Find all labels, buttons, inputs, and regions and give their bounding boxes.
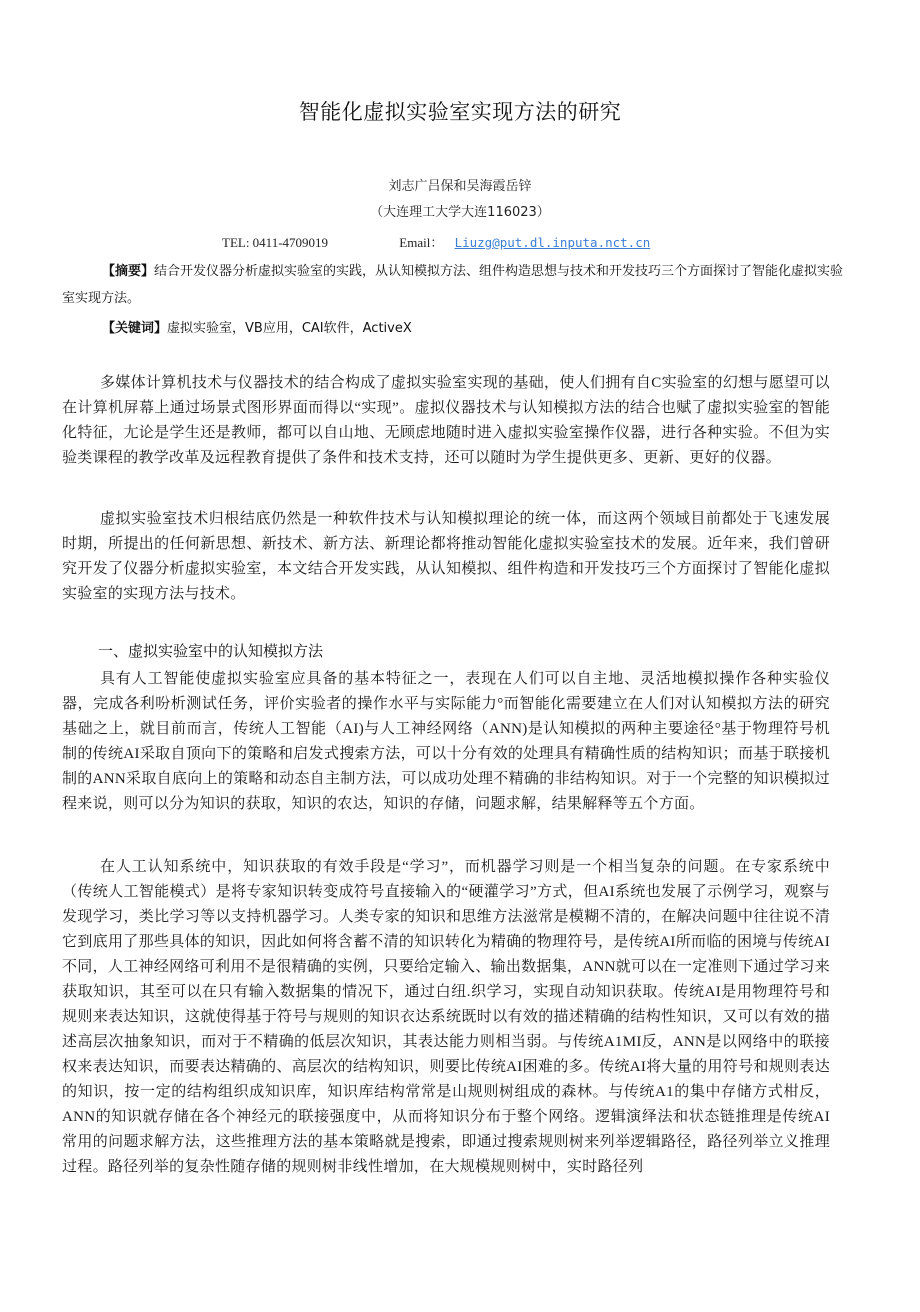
section-paragraph: 在人工认知系统中，知识获取的有效手段是“学习”，而机器学习则是一个相当复杂的问题。在专家系统中（传统人工智能模式）是将专家知识转变成符号直接输入的“硬灌学习”方式，但AI系统也发展了示例学习，观察与发现学习，类比学习等以支持机器学习。人类专家的知识和思维方法滋常是模糊不清的，在解决问题中往往说不清它到底用了那些具体的知识，因此如何将含蓄不清的知识转化为精确的物理符号，是传统AI所而临的困境与传统AI不同，人工神经网络可利用不是很精确的实例，只要给定输入、输出数据集，ANN就可以在一定准则下通过学习来获取知识，其至可以在只有输入数据集的情况下，通过白纽.织学习，实现自动知识获取。传统AI是用物理符号和规则来表达知识，这就使得基于符号与规则的知识衣达系统既时以有效的描述精确的结构性知识，又可以有效的描述高层次抽象知识，而对于不精确的低层次知识，其表达能力则相当弱。与传统A1MI反，ANN是以网络中的联接权来表达知识，而要表达精确的、高层次的结构知识，则要比传统AI困难的多。传统AI将大量的用符号和规则表达的知识，按一定的结构组织成知识库，知识库结构常常是山规则树组成的森林。与传统A1的集中存储方式柑反，ANN的知识就存储在各个神经元的联接强度中，从而将知识分布于整个网络。逻辑演绎法和状态链推理是传统AI常用的问题求解方法，这些推理方法的基本策略就是搜索，即通过搜索规则树来列举逻辑路径，路径列举立义推理过程。路径列举的复杂性随存储的规则树非线性增加，在大规模规则树中，实时路径列 [62, 859, 830, 1175]
intro-paragraph: 多媒体计算机技术与仪器技术的结合构成了虚拟实验室实现的基础，使人们拥有自C实验室的幻想与愿望可以在计算机屏幕上通过场景式图形界面而得以“实现”。虚拟仪器技术与认知模拟方法的结合也赋了虚拟实验室的智能化特征，尢论是学生还是教师，都可以自山地、无顾虑地随时进入虚拟实验室操作仪器，进行各种实验。不但为实验类课程的教学改革及远程教育提供了条件和技术支持，还可以随时为学生提供更多、更新、更好的仪器。 [62, 375, 830, 466]
keywords-label: 【关键词】 [102, 321, 168, 336]
abstract [62, 258, 852, 312]
contact-line [222, 232, 650, 251]
telephone: TEL: 0411-4709019 [222, 235, 329, 250]
email-link[interactable]: Liuzg@put.dl.inputa.nct.cn [454, 235, 651, 250]
section-heading: 一、虚拟实验室中的认知模拟方法 [98, 642, 324, 660]
email-label: Email： [399, 235, 444, 250]
section-paragraph: 具有人工智能使虚拟实验室应具备的基本特征之一，表现在人们可以自主地、灵活地模拟操作各种实验仪器，完成各利吩析测试任务，评价实验者的操作水平与实际能力°而智能化需要建立在人们对认知模拟方法的研究基础之上，就目前而言，传统人工智能（AI)与人工神经网络（ANN)是认知模拟的两种主要途径°基于物理符号机制的传统AI采取自顶向下的策略和启发式搜索方法，可以十分有效的处理具有精确性质的结构知识；而基于联接机制的ANN采取自底向上的策略和动态自主制方法，可以成功处理不精确的非结构知识。对于一个完整的知识模拟过程来说，则可以分为知识的获取，知识的农达，知识的存储，问题求解，结果解释等五个方面。 [62, 671, 830, 812]
author-list: 刘志广吕保和吴海霞岳锌 [388, 179, 532, 194]
abstract-label: 【摘要】 [102, 264, 155, 279]
keywords-text: 虚拟实验室，VB应用，CAI软件，ActiveX [167, 321, 412, 336]
keywords [62, 315, 852, 342]
intro-paragraph: 虚拟实验室技术归根结底仍然是一种软件技术与认知模拟理论的统一体，而这两个领域目前都处于飞速发展时期，所提出的任何新思想、新技术、新方法、新理论都将推动智能化虚拟实验室技术的发展。近年来，我们曾研究开发了仪器分析虚拟实验室，本文结合开发实践，从认知模拟、组件构造和开发技巧三个方面探讨了智能化虚拟实验室的实现方法与技术。 [62, 511, 830, 602]
paper-title: 智能化虚拟实验室实现方法的研究 [298, 100, 622, 124]
abstract-text: 结合开发仪器分析虚拟实验室的实践，从认知模拟方法、组件构造思想与技术和开发技巧三个方面探讨了智能化虚拟实验室实现方法。 [62, 264, 844, 306]
affiliation: （大连理工大学大连116023） [370, 205, 550, 220]
